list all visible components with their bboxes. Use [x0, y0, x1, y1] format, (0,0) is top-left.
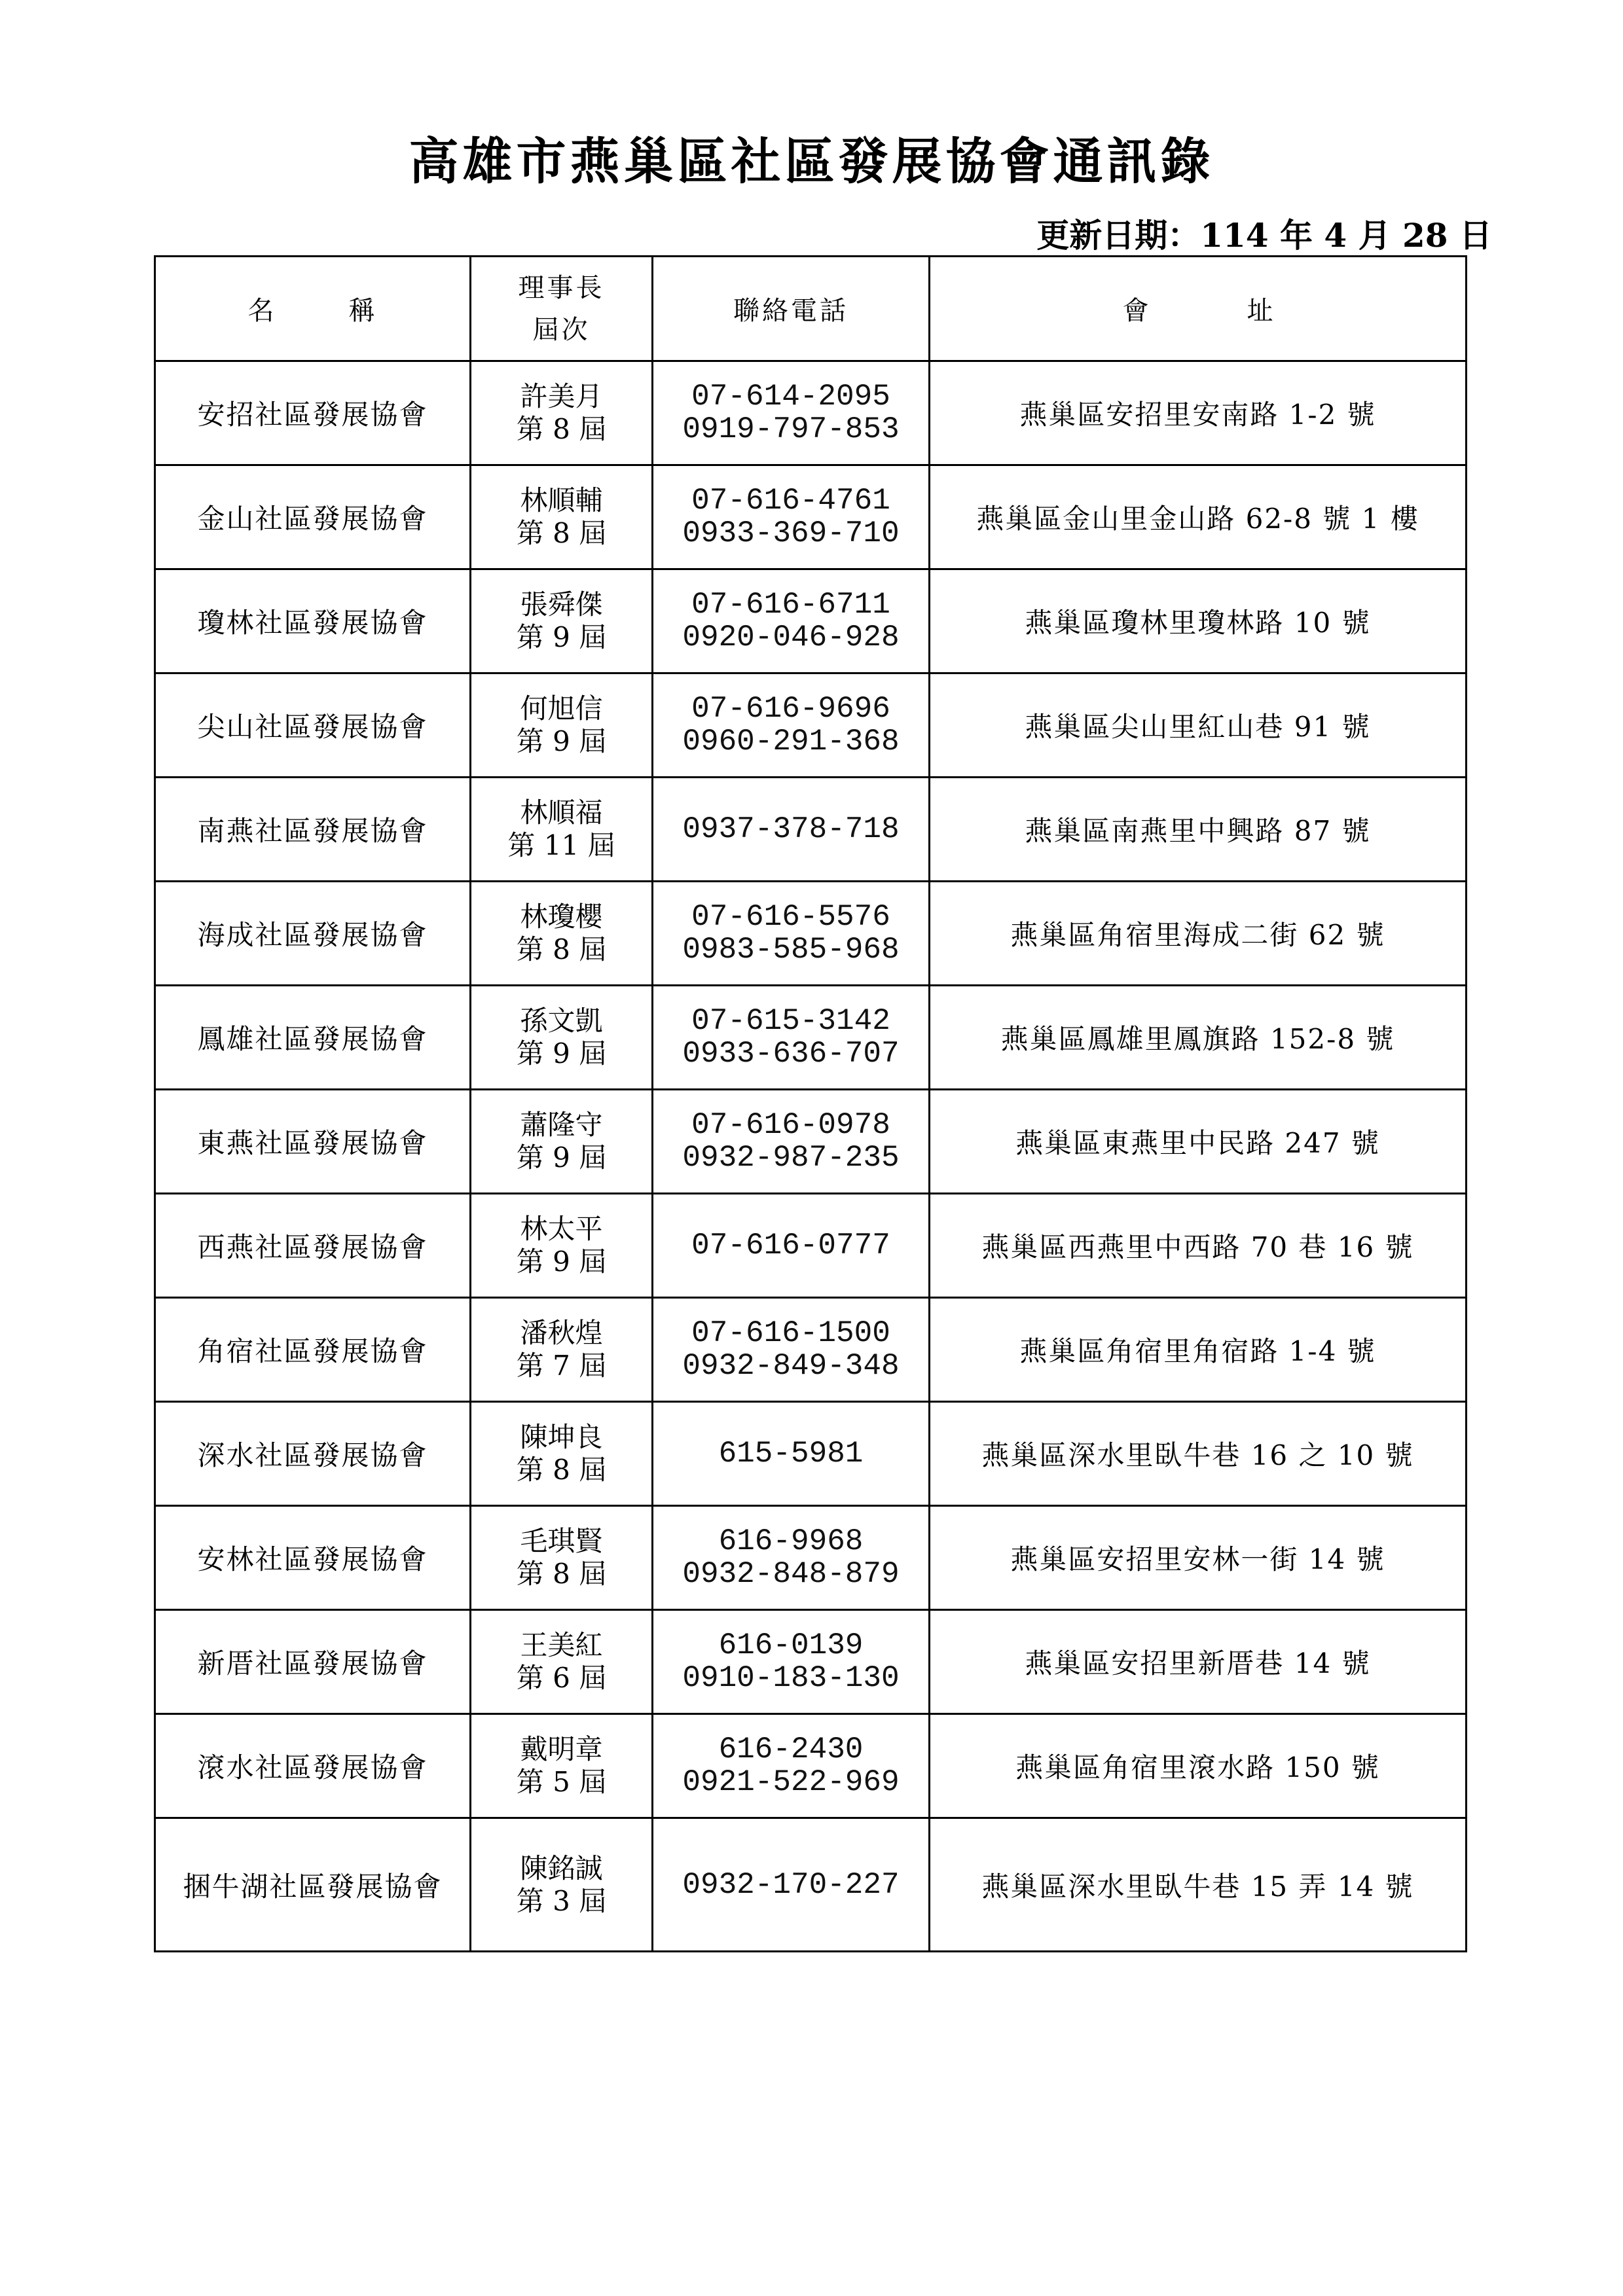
chairperson-name: 林瓊櫻	[520, 901, 603, 933]
chairperson-term: 第 8 屆	[516, 933, 607, 965]
phone-primary: 07-616-9696	[691, 692, 890, 726]
association-address: 燕巢區角宿里滾水路 150 號	[930, 1714, 1467, 1818]
phone-cell	[653, 465, 930, 569]
phone-cell	[653, 882, 930, 986]
association-address: 燕巢區安招里安南路 1-2 號	[930, 361, 1467, 465]
chairperson-cell	[471, 1714, 653, 1818]
chairperson-term: 第 8 屆	[516, 1454, 607, 1486]
association-name: 瓊林社區發展協會	[155, 569, 471, 673]
phone-primary: 07-615-3142	[691, 1004, 890, 1038]
phone-secondary: 0933-636-707	[682, 1037, 900, 1071]
association-name: 安林社區發展協會	[155, 1506, 471, 1610]
phone-secondary: 0932-987-235	[682, 1141, 900, 1175]
phone-secondary: 0932-849-348	[682, 1349, 900, 1383]
phone-cell	[653, 1506, 930, 1610]
association-name: 西燕社區發展協會	[155, 1194, 471, 1298]
phone-secondary: 0983-585-968	[682, 933, 900, 967]
table-row	[155, 673, 1467, 778]
association-address: 燕巢區安招里新厝巷 14 號	[930, 1610, 1467, 1714]
phone-primary: 07-616-6711	[691, 588, 890, 622]
table-header-row	[155, 257, 1467, 361]
chairperson-cell	[471, 1194, 653, 1298]
chairperson-cell	[471, 465, 653, 569]
chairperson-name: 張舜傑	[520, 588, 603, 620]
table-row	[155, 1298, 1467, 1402]
association-name: 滾水社區發展協會	[155, 1714, 471, 1818]
phone-cell	[653, 361, 930, 465]
chairperson-name: 潘秋煌	[520, 1317, 603, 1349]
phone-primary: 616-9968	[718, 1524, 864, 1558]
chairperson-name: 陳坤良	[520, 1421, 603, 1453]
association-name: 東燕社區發展協會	[155, 1090, 471, 1194]
chairperson-cell	[471, 673, 653, 778]
association-address: 燕巢區南燕里中興路 87 號	[930, 778, 1467, 882]
header-chair-a: 理事長	[518, 272, 605, 303]
phone-primary: 616-2430	[718, 1732, 864, 1767]
chairperson-cell	[471, 1818, 653, 1952]
association-address: 燕巢區尖山里紅山巷 91 號	[930, 673, 1467, 778]
phone-primary: 07-616-1500	[691, 1316, 890, 1350]
table-row	[155, 1610, 1467, 1714]
phone-primary: 07-616-0978	[691, 1108, 890, 1142]
chairperson-cell	[471, 778, 653, 882]
table-row	[155, 1402, 1467, 1506]
table-row	[155, 986, 1467, 1090]
association-address: 燕巢區金山里金山路 62-8 號 1 樓	[930, 465, 1467, 569]
association-address: 燕巢區東燕里中民路 247 號	[930, 1090, 1467, 1194]
association-name: 捆牛湖社區發展協會	[155, 1818, 471, 1952]
chairperson-term: 第 11 屆	[507, 829, 615, 861]
phone-cell	[653, 1194, 930, 1298]
phone-primary: 07-614-2095	[691, 380, 890, 414]
association-name: 尖山社區發展協會	[155, 673, 471, 778]
table-row	[155, 569, 1467, 673]
phone-cell	[653, 1402, 930, 1506]
association-address: 燕巢區瓊林里瓊林路 10 號	[930, 569, 1467, 673]
table-row	[155, 465, 1467, 569]
phone-secondary: 0921-522-969	[682, 1765, 900, 1799]
table-row	[155, 1714, 1467, 1818]
chairperson-name: 許美月	[520, 380, 603, 412]
association-address: 燕巢區角宿里海成二街 62 號	[930, 882, 1467, 986]
table-row	[155, 1818, 1467, 1952]
phone-primary: 07-616-4761	[691, 484, 890, 518]
chairperson-cell	[471, 882, 653, 986]
phone-cell	[653, 1298, 930, 1402]
phone-primary: 0937-378-718	[682, 812, 900, 846]
table-row	[155, 1194, 1467, 1298]
chairperson-term: 第 9 屆	[516, 725, 607, 757]
phone-primary: 615-5981	[718, 1437, 864, 1471]
association-name: 角宿社區發展協會	[155, 1298, 471, 1402]
phone-secondary: 0932-848-879	[682, 1557, 900, 1591]
page-title: 高雄市燕巢區社區發展協會通訊錄	[409, 132, 1214, 190]
chairperson-term: 第 6 屆	[516, 1662, 607, 1694]
table-row	[155, 1506, 1467, 1610]
chairperson-name: 戴明章	[520, 1733, 603, 1765]
chairperson-name: 毛琪賢	[520, 1525, 603, 1557]
phone-cell	[653, 673, 930, 778]
phone-secondary: 0919-797-853	[682, 412, 900, 446]
header-name	[155, 257, 471, 361]
header-addr-a: 會	[1122, 296, 1149, 326]
phone-primary: 0932-170-227	[682, 1867, 900, 1902]
phone-cell	[653, 1090, 930, 1194]
chairperson-name: 林順福	[520, 797, 603, 829]
chairperson-cell	[471, 569, 653, 673]
chairperson-cell	[471, 1610, 653, 1714]
chairperson-cell	[471, 986, 653, 1090]
chairperson-term: 第 7 屆	[516, 1350, 607, 1382]
chairperson-name: 林順輔	[520, 484, 603, 516]
chairperson-name: 王美紅	[520, 1629, 603, 1661]
header-chair-b: 屆次	[532, 314, 591, 345]
chairperson-term: 第 8 屆	[516, 413, 607, 445]
header-name-b: 稱	[348, 296, 378, 326]
association-name: 南燕社區發展協會	[155, 778, 471, 882]
chairperson-name: 陳銘誠	[520, 1852, 603, 1884]
association-address: 燕巢區西燕里中西路 70 巷 16 號	[930, 1194, 1467, 1298]
chairperson-cell	[471, 1402, 653, 1506]
phone-cell	[653, 1818, 930, 1952]
association-address: 燕巢區深水里臥牛巷 16 之 10 號	[930, 1402, 1467, 1506]
phone-cell	[653, 1610, 930, 1714]
table-row	[155, 882, 1467, 986]
chairperson-cell	[471, 1090, 653, 1194]
update-date: 更新日期：114 年 4 月 28 日	[1036, 216, 1492, 255]
chairperson-term: 第 8 屆	[516, 517, 607, 549]
association-address: 燕巢區安招里安林一街 14 號	[930, 1506, 1467, 1610]
association-address: 燕巢區鳳雄里鳳旗路 152-8 號	[930, 986, 1467, 1090]
chairperson-term: 第 9 屆	[516, 1037, 607, 1069]
association-contact-table	[154, 255, 1467, 1952]
header-chair	[471, 257, 653, 361]
header-addr-b: 址	[1247, 296, 1273, 326]
chairperson-term: 第 9 屆	[516, 1246, 607, 1278]
association-name: 海成社區發展協會	[155, 882, 471, 986]
chairperson-name: 何旭信	[520, 692, 603, 725]
phone-secondary: 0910-183-130	[682, 1661, 900, 1695]
table-body	[155, 361, 1467, 1952]
chairperson-term: 第 9 屆	[516, 1141, 607, 1174]
header-name-a: 名	[247, 296, 277, 326]
association-address: 燕巢區角宿里角宿路 1-4 號	[930, 1298, 1467, 1402]
chairperson-name: 孫文凱	[520, 1005, 603, 1037]
chairperson-cell	[471, 361, 653, 465]
table-row	[155, 1090, 1467, 1194]
chairperson-name: 蕭隆守	[520, 1109, 603, 1141]
header-address	[930, 257, 1467, 361]
phone-cell	[653, 1714, 930, 1818]
phone-primary: 616-0139	[718, 1628, 864, 1662]
phone-secondary: 0933-369-710	[682, 516, 900, 550]
chairperson-cell	[471, 1298, 653, 1402]
chairperson-cell	[471, 1506, 653, 1610]
phone-secondary: 0920-046-928	[682, 620, 900, 655]
phone-secondary: 0960-291-368	[682, 725, 900, 759]
chairperson-term: 第 3 屆	[516, 1884, 607, 1917]
phone-cell	[653, 569, 930, 673]
association-name: 新厝社區發展協會	[155, 1610, 471, 1714]
association-address: 燕巢區深水里臥牛巷 15 弄 14 號	[930, 1818, 1467, 1952]
association-name: 金山社區發展協會	[155, 465, 471, 569]
table-row	[155, 778, 1467, 882]
header-phone: 聯絡電話	[653, 257, 930, 361]
phone-primary: 07-616-0777	[691, 1229, 890, 1263]
chairperson-name: 林太平	[520, 1213, 603, 1245]
chairperson-term: 第 9 屆	[516, 621, 607, 653]
association-name: 鳳雄社區發展協會	[155, 986, 471, 1090]
phone-cell	[653, 778, 930, 882]
association-name: 安招社區發展協會	[155, 361, 471, 465]
chairperson-term: 第 5 屆	[516, 1766, 607, 1798]
association-name: 深水社區發展協會	[155, 1402, 471, 1506]
table-row	[155, 361, 1467, 465]
phone-cell	[653, 986, 930, 1090]
chairperson-term: 第 8 屆	[516, 1558, 607, 1590]
phone-primary: 07-616-5576	[691, 900, 890, 934]
